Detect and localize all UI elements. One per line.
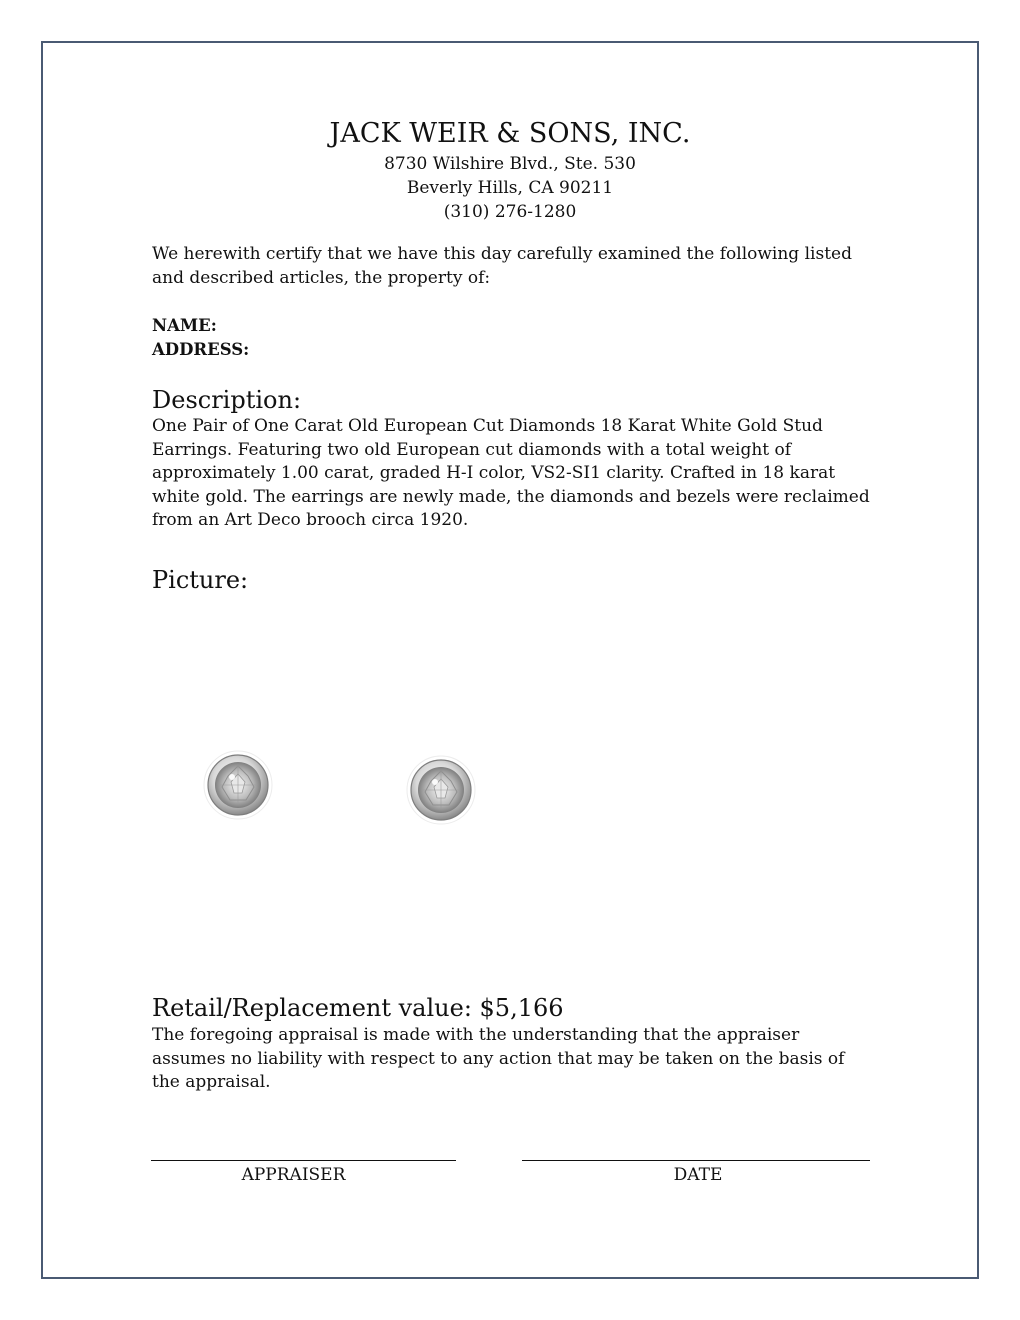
address-label: ADDRESS: <box>152 339 250 359</box>
phone-number: (310) 276-1280 <box>443 202 577 222</box>
owner-block <box>152 314 872 361</box>
earring-left-image <box>190 730 290 830</box>
valuation-heading: Retail/Replacement value: $5,166 <box>152 994 564 1022</box>
date-signature-line <box>522 1160 870 1161</box>
address-line-1: 8730 Wilshire Blvd., Ste. 530 <box>384 154 636 174</box>
appraiser-signature-line <box>151 1160 456 1161</box>
company-name: JACK WEIR & SONS, INC. <box>329 118 691 149</box>
date-label: DATE <box>673 1165 723 1185</box>
earring-right-image <box>393 735 493 835</box>
description-heading: Description: <box>152 386 302 414</box>
letterhead <box>0 116 1020 224</box>
picture-heading: Picture: <box>152 566 249 594</box>
valuation-disclaimer: The foregoing appraisal is made with the understanding that the appraiser assumes no liability with respect to any action that may be taken on the basis of the appraisal. <box>152 1025 845 1092</box>
appraiser-label: APPRAISER <box>241 1165 346 1185</box>
name-label: NAME: <box>152 316 217 335</box>
address-line-2: Beverly Hills, CA 90211 <box>406 178 614 198</box>
description-body: One Pair of One Carat Old European Cut Diamonds 18 Karat White Gold Stud Earrings. Featuring two old European cut diamonds with a total weight of approximately 1.00 carat, graded H-I color, VS2-SI1 clarity. Crafted in 18 karat white gold. The earrings are newly made, the diamonds and bezels were reclaimed from an Art Deco brooch circa 1920. <box>152 416 870 530</box>
certify-paragraph: We herewith certify that we have this day carefully examined the following listed and described articles, the property of: <box>152 244 852 288</box>
